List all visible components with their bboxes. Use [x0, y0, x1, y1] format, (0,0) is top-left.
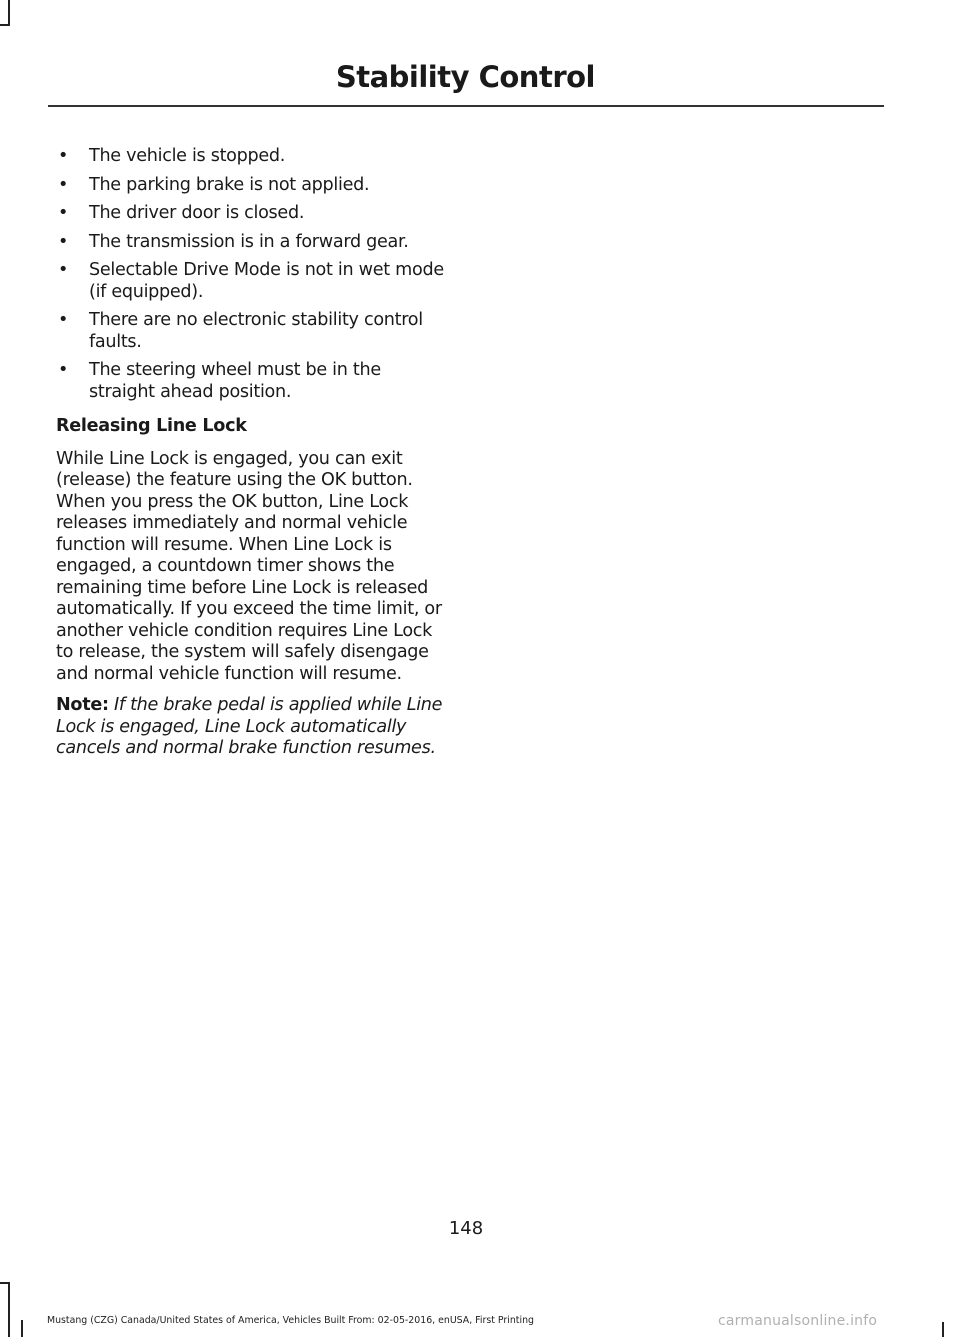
list-item: [56, 203, 450, 225]
list-item-text: The transmission is in a forward gear.: [89, 231, 409, 252]
releasing-line-lock-heading: Releasing Line Lock: [56, 416, 247, 436]
bullet-glyph: •: [58, 146, 69, 166]
list-item-text: There are no electronic stability control faults.: [89, 310, 423, 352]
watermark: carmanualsonline.info: [718, 1313, 878, 1329]
bullet-glyph: •: [58, 360, 69, 380]
list-item-text: The parking brake is not applied.: [89, 174, 370, 195]
list-item: [56, 360, 450, 403]
list-item: [56, 146, 450, 168]
header-rule: [48, 105, 884, 107]
list-item-text: The driver door is closed.: [89, 203, 305, 223]
list-item: [56, 232, 450, 254]
bullet-glyph: •: [58, 231, 69, 252]
page-number: 148: [448, 1218, 484, 1239]
footer-text: Mustang (CZG) Canada/United States of America, Vehicles Built From: 02-05-2016, enUSA, First Printing: [47, 1315, 534, 1326]
bullet-list: [56, 146, 450, 403]
list-item-text: Selectable Drive Mode is not in wet mode (if equipped).: [89, 260, 444, 302]
note-paragraph: [56, 695, 450, 760]
releasing-line-lock-body: While Line Lock is engaged, you can exit (release) the feature using the OK button. When you press the OK button, Line Lock releases immediately and normal vehicle function will resume. When Line Lock is engaged, a countdown timer shows the remaining time before Line Lock is released automatically. If you exceed the time limit, or another vehicle condition requires Line Lock to release, the system will safely disengage and normal vehicle function will resume.: [56, 448, 442, 684]
note-label: Note:: [56, 695, 109, 715]
crop-mark-top-left-vertical: [8, 0, 10, 26]
content-column: [56, 146, 450, 770]
bullet-glyph: •: [58, 174, 69, 195]
bullet-glyph: •: [58, 260, 69, 280]
list-item-text: The vehicle is stopped.: [89, 146, 286, 166]
list-item: [56, 310, 450, 353]
crop-mark-bottom-right-short: [942, 1322, 944, 1337]
bullet-glyph: •: [58, 203, 69, 223]
list-item: [56, 260, 450, 303]
note-text: If the brake pedal is applied while Line Lock is engaged, Line Lock automatically cancels and normal brake function resumes.: [56, 695, 443, 758]
list-item: [56, 175, 450, 197]
crop-mark-bottom-left-short: [21, 1320, 23, 1337]
crop-mark-bottom-left-vertical: [8, 1282, 10, 1337]
bullet-glyph: •: [58, 310, 69, 330]
section-title: Stability Control: [335, 60, 595, 94]
crop-mark-bottom-left-horizontal: [0, 1282, 10, 1284]
list-item-text: The steering wheel must be in the straight ahead position.: [89, 360, 381, 402]
crop-mark-top-left-horizontal: [0, 24, 10, 26]
